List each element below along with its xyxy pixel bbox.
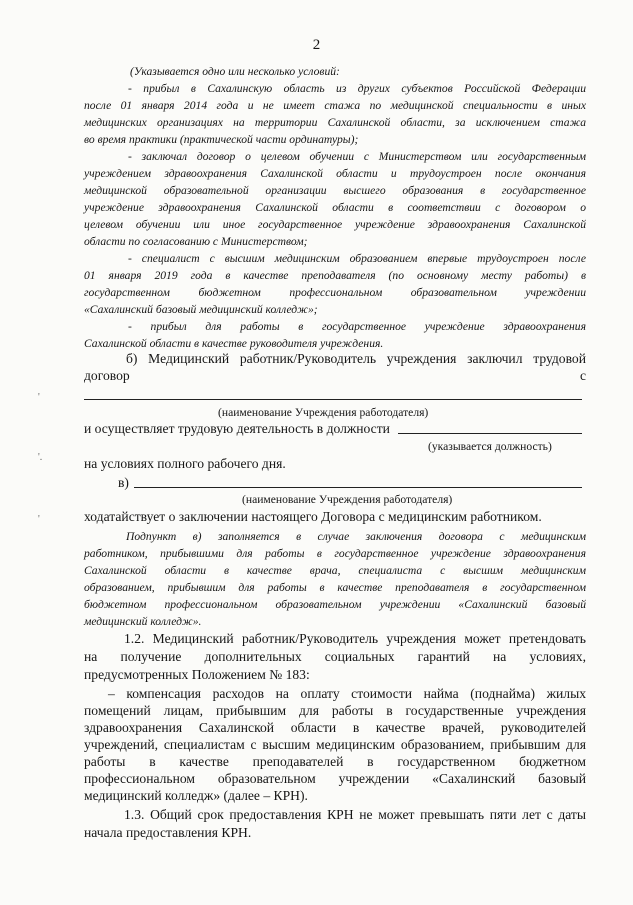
- comp-line: медицинский колледж» (далее – КРН).: [84, 788, 308, 803]
- note-line: работником, прибывшими для работы в государственное учреждение здравоохранения: [84, 547, 586, 560]
- p12-line: предусмотренных Положением № 183:: [84, 667, 310, 682]
- condition-1-line: медицинских организациях на территории Сахалинской области, за исключением стажа: [84, 116, 586, 129]
- note-line: Подпункт в) заполняется в случае заключения договора с медицинским: [126, 530, 586, 543]
- condition-2-line: области по согласованию с Министерством;: [84, 235, 308, 248]
- note-line: образованием, прибывшим для работы в качестве преподавателя в государственном: [84, 581, 586, 594]
- condition-2-line: учреждение здравоохранения Сахалинской области в соответствии с договором о: [84, 201, 586, 214]
- p12-line: на получение дополнительных социальных гарантий на условиях,: [84, 649, 586, 664]
- comp-line: – компенсация расходов на оплату стоимости найма (поднайма) жилых: [108, 686, 586, 701]
- margin-mark: ': [38, 392, 40, 403]
- condition-1-line: во время практики (практической части ординатуры);: [84, 133, 359, 146]
- sub-b-line: б) Медицинский работник/Руководитель учреждения заключил трудовой: [126, 351, 586, 366]
- note-line: Сахалинской области в качестве врача, специалиста с высшим медицинским: [84, 564, 586, 577]
- sub-v-employer-caption: (наименование Учреждения работодателя): [242, 493, 453, 506]
- sub-b-contract-left: договор: [84, 368, 130, 383]
- conditions-intro: (Указывается одно или несколько условий:: [130, 65, 340, 78]
- note-line: медицинский колледж».: [84, 615, 202, 628]
- comp-line: профессиональном образовательном учреждении «Сахалинский базовый: [84, 771, 586, 786]
- p12-line: 1.2. Медицинский работник/Руководитель учреждения может претендовать: [124, 631, 586, 646]
- sub-v-label: в): [118, 475, 129, 490]
- condition-1-line: после 01 января 2014 года и не имеет стажа по медицинской специальности в иных: [84, 99, 586, 112]
- condition-3-line: - специалист с высшим медицинским образованием впервые трудоустроен после: [128, 252, 586, 265]
- margin-mark: ': [38, 514, 40, 525]
- condition-2-line: учреждением здравоохранения Сахалинской области и трудоустроен после окончания: [84, 167, 586, 180]
- margin-mark: '.: [38, 452, 43, 463]
- sub-b-contract-right: с: [579, 368, 586, 383]
- comp-line: учреждений, специалистам с высшим медицинским образованием, прибывшим для: [84, 737, 586, 752]
- p13-line: 1.3. Общий срок предоставления КРН не может превышать пяти лет с даты: [124, 807, 586, 822]
- condition-4-line: Сахалинской области в качестве руководителя учреждения.: [84, 337, 384, 350]
- condition-2-line: - заключал договор о целевом обучении с Министерством или государственным: [128, 150, 586, 163]
- page-number: 2: [312, 37, 321, 53]
- note-line: бюджетном профессиональном образовательном учреждении «Сахалинский базовый: [84, 598, 586, 611]
- comp-line: работы в качестве преподавателей в государственном бюджетном: [84, 754, 586, 769]
- petition-text: ходатайствует о заключении настоящего Договора с медицинским работником.: [84, 509, 542, 524]
- condition-2-line: медицинской образовательной организации высшего образования в государственное: [84, 184, 586, 197]
- p13-line: начала предоставления КРН.: [84, 825, 252, 840]
- employer-caption: (наименование Учреждения работодателя): [218, 406, 429, 419]
- position-label: и осуществляет трудовую деятельность в должности: [84, 421, 390, 436]
- condition-3-line: «Сахалинский базовый медицинский колледж»;: [84, 303, 318, 316]
- position-caption: (указывается должность): [428, 440, 552, 453]
- employer-name-field[interactable]: [84, 399, 582, 400]
- condition-3-line: 01 января 2019 года в качестве преподавателя (по основному месту работы) в: [84, 269, 586, 282]
- fulltime-text: на условиях полного рабочего дня.: [84, 456, 286, 471]
- comp-line: помещений лицам, прибывшим для работы в государственные учреждения: [84, 703, 586, 718]
- condition-4-line: - прибыл для работы в государственное учреждение здравоохранения: [128, 320, 586, 333]
- position-field[interactable]: [398, 433, 582, 434]
- sub-v-employer-field[interactable]: [134, 487, 582, 488]
- condition-2-line: целевом обучении или иное государственное учреждение здравоохранения Сахалинской: [84, 218, 586, 231]
- sub-b-contract-row: [84, 367, 586, 384]
- condition-1-line: - прибыл в Сахалинскую область из других субъектов Российской Федерации: [128, 82, 586, 95]
- comp-line: здравоохранения Сахалинской области в качестве врачей, руководителей: [84, 720, 586, 735]
- condition-3-line: государственном бюджетном профессиональном образовательном учреждении: [84, 286, 586, 299]
